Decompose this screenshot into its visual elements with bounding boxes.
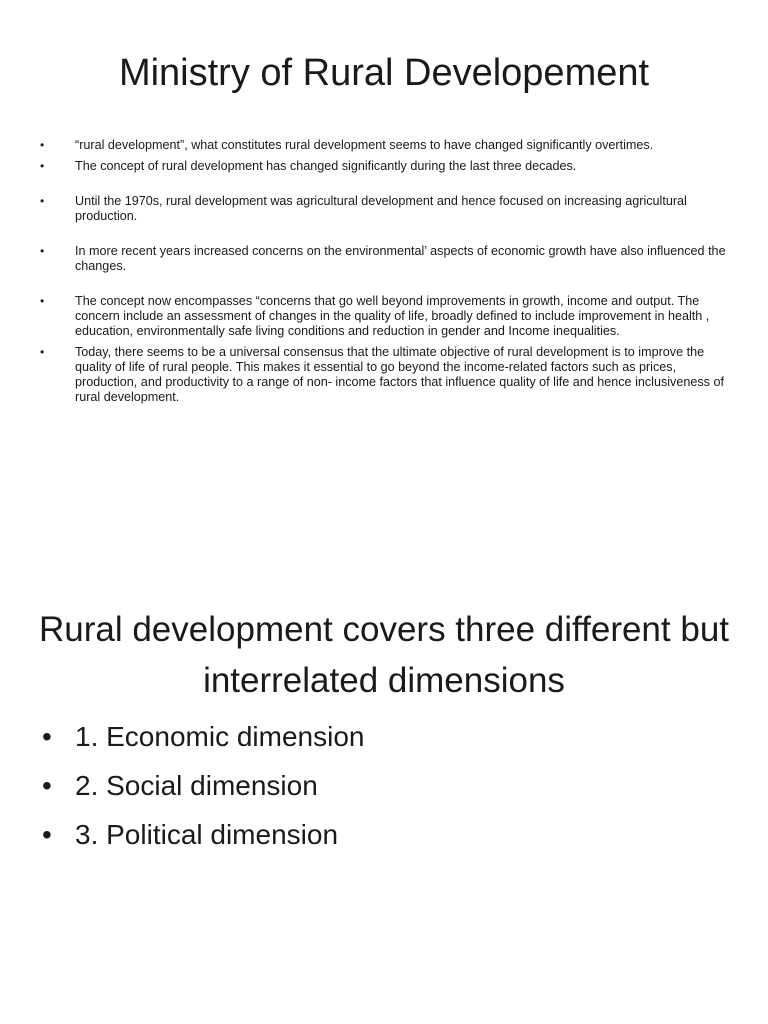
slide-2-bullet-1 [42,712,364,761]
slide-1-bullet-2 [40,159,730,174]
slide-1-bullet-list [40,138,730,405]
slide-1-bullet-3 [40,194,730,224]
bullet-text: 3. Political dimension [75,819,339,850]
bullet-dot-icon: • [40,138,45,152]
bullet-text: Until the 1970s, rural development was agricultural development and hence focused on increasing agricultural production. [75,194,687,223]
bullet-dot-icon: • [40,345,45,359]
slide-1-bullet-4 [40,244,730,274]
bullet-text: “rural development”, what constitutes rural development seems to have changed significantly overtimes. [75,138,654,152]
slide-2-title: Rural development covers three different but interrelated dimensions [38,610,730,700]
slide-1-bullet-1 [40,138,730,153]
bullet-text: The concept of rural development has changed significantly during the last three decades. [75,159,577,173]
bullet-dot-icon: • [42,819,52,850]
bullet-dot-icon: • [40,194,45,208]
bullet-text: Today, there seems to be a universal consensus that the ultimate objective of rural development is to improve the quality of life of rural people. This makes it essential to go beyond the income-related factors such as prices, production, and productivity to a range of non- income factors that influence quality of life and hence inclusiveness of rural development. [75,345,724,404]
slide-2-bullet-3 [42,810,364,859]
slide-2-bullet-2 [42,761,364,810]
slide-1-bullet-6 [40,345,730,405]
slide-2-bullet-list [42,712,364,859]
slide-1-bullet-5 [40,294,730,339]
slide-2 [0,500,768,1024]
bullet-dot-icon: • [42,770,52,801]
bullet-dot-icon: • [40,159,45,173]
bullet-dot-icon: • [40,294,45,308]
bullet-text: The concept now encompasses “concerns that go well beyond improvements in growth, income and output. The concern include an assessment of changes in the quality of life, broadly defined to include improvement in health , education, environmentally safe living conditions and reduction in gender and Income inequalities. [75,294,710,338]
bullet-dot-icon: • [40,244,45,258]
bullet-dot-icon: • [42,721,52,752]
slide-1-title: Ministry of Rural Developement [118,52,650,94]
bullet-text: In more recent years increased concerns on the environmental’ aspects of economic growth have also influenced the changes. [75,244,726,273]
slide-1 [0,0,768,500]
bullet-text: 2. Social dimension [75,770,318,801]
bullet-text: 1. Economic dimension [75,721,365,752]
